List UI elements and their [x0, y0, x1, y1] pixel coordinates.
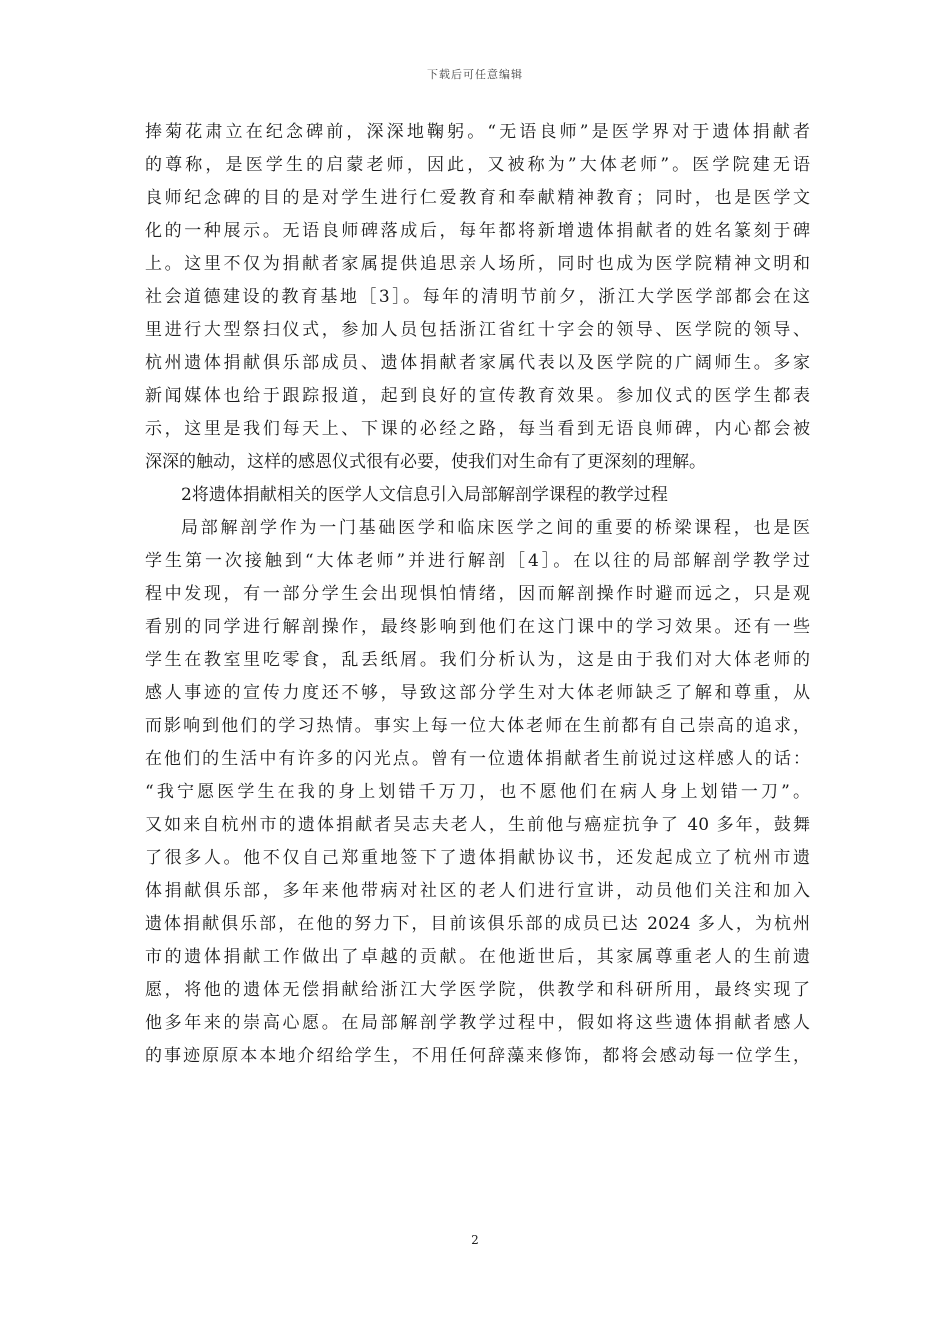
- body-line: 在他们的生活中有许多的闪光点。曾有一位遗体捐献者生前说过这样感人的话：: [145, 749, 810, 769]
- body-line: 看别的同学进行解剖操作，最终影响到他们在这门课中的学习效果。还有一些: [145, 617, 810, 637]
- body-line: 愿，将他的遗体无偿捐献给浙江大学医学院，供教学和科研所用，最终实现了: [145, 980, 810, 1000]
- body-line: 遗体捐献俱乐部，在他的努力下，目前该俱乐部的成员已达 2024 多人，为杭州: [145, 914, 810, 934]
- body-line: 深深的触动，这样的感恩仪式很有必要，使我们对生命有了更深刻的理解。: [145, 452, 706, 472]
- body-line: 了很多人。他不仅自己郑重地签下了遗体捐献协议书，还发起成立了杭州市遗: [145, 848, 810, 868]
- body-line: “我宁愿医学生在我的身上划错千万刀，也不愿他们在病人身上划错一刀”。: [145, 782, 810, 802]
- body-line: 杭州遗体捐献俱乐部成员、遗体捐献者家属代表以及医学院的广阔师生。多家: [145, 353, 810, 373]
- body-line: 新闻媒体也给于跟踪报道，起到良好的宣传教育效果。参加仪式的医学生都表: [145, 386, 810, 406]
- body-line: 感人事迹的宣传力度还不够，导致这部分学生对大体老师缺乏了解和尊重，从: [145, 683, 810, 703]
- body-line: 上。这里不仅为捐献者家属提供追思亲人场所，同时也成为医学院精神文明和: [145, 254, 810, 274]
- body-line: 示，这里是我们每天上、下课的必经之路，每当看到无语良师碑，内心都会被: [145, 419, 810, 439]
- body-line: 捧菊花肃立在纪念碑前，深深地鞠躬。“无语良师”是医学界对于遗体捐献者: [145, 122, 810, 142]
- body-line: 而影响到他们的学习热情。事实上每一位大体老师在生前都有自己崇高的追求，: [145, 716, 810, 736]
- body-line: 他多年来的崇高心愿。在局部解剖学教学过程中，假如将这些遗体捐献者感人: [145, 1013, 810, 1033]
- body-line: 里进行大型祭扫仪式，参加人员包括浙江省红十字会的领导、医学院的领导、: [145, 320, 810, 340]
- page-header: 下载后可任意编辑: [427, 68, 523, 81]
- body-line: 学生第一次接触到“大体老师”并进行解剖［4］。在以往的局部解剖学教学过: [145, 551, 810, 571]
- body-line: 的尊称，是医学生的启蒙老师，因此，又被称为”大体老师”。医学院建无语: [145, 155, 810, 175]
- body-line: 社会道德建设的教育基地［3］。每年的清明节前夕，浙江大学医学部都会在这: [145, 287, 810, 307]
- body-line: 局部解剖学作为一门基础医学和临床医学之间的重要的桥梁课程，也是医: [181, 518, 810, 538]
- document-body: [145, 116, 810, 1073]
- body-line: 程中发现，有一部分学生会出现惧怕情绪，因而解剖操作时避而远之，只是观: [145, 584, 810, 604]
- page-number: 2: [471, 1233, 479, 1247]
- body-line: 学生在教室里吃零食，乱丢纸屑。我们分析认为，这是由于我们对大体老师的: [145, 650, 810, 670]
- body-line: 的事迹原原本本地介绍给学生，不用任何辞藻来修饰，都将会感动每一位学生，: [145, 1046, 810, 1066]
- section-heading: 2将遗体捐献相关的医学人文信息引入局部解剖学课程的教学过程: [181, 485, 668, 505]
- body-line: 又如来自杭州市的遗体捐献者吴志夫老人，生前他与癌症抗争了 40 多年，鼓舞: [145, 815, 810, 835]
- body-line: 良师纪念碑的目的是对学生进行仁爱教育和奉献精神教育；同时，也是医学文: [145, 188, 810, 208]
- body-line: 体捐献俱乐部，多年来他带病对社区的老人们进行宣讲，动员他们关注和加入: [145, 881, 810, 901]
- body-line: 市的遗体捐献工作做出了卓越的贡献。在他逝世后，其家属尊重老人的生前遗: [145, 947, 810, 967]
- body-line: 化的一种展示。无语良师碑落成后，每年都将新增遗体捐献者的姓名篆刻于碑: [145, 221, 810, 241]
